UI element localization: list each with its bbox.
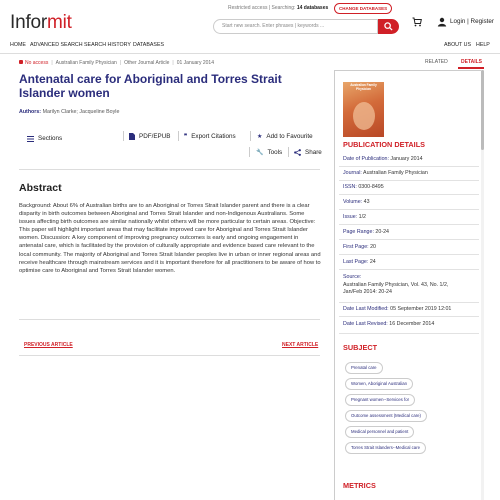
subject-chip[interactable]: Prenatal care: [345, 362, 383, 374]
active-tab-indicator: [458, 67, 484, 69]
share-button[interactable]: [294, 149, 322, 156]
article-meta: No access | Australian Family Physician | Other Journal Article | 01 January 2014: [19, 60, 214, 66]
no-access-label: No access: [25, 60, 49, 66]
search-input[interactable]: Start new search. Enter phrases | keywords ...: [213, 19, 378, 34]
source-line-2: Jan/Feb 2014: 20-24: [343, 289, 392, 295]
top-navigation: [0, 38, 500, 54]
add-to-favourite-label: Add to Favourite: [266, 133, 313, 140]
informit-logo[interactable]: [10, 12, 72, 34]
add-to-favourite-button[interactable]: [257, 133, 313, 140]
metrics-heading: METRICS: [343, 481, 376, 490]
sections-label: Sections: [38, 135, 63, 142]
tab-related[interactable]: RELATED: [425, 59, 448, 65]
detail-issn: ISSN: 0300-8495: [343, 184, 384, 190]
nav-databases[interactable]: DATABASES: [133, 42, 165, 48]
panel-scrollbar-thumb[interactable]: [481, 70, 484, 150]
share-label: Share: [305, 149, 322, 156]
detail-first-page: First Page: 20: [343, 244, 377, 250]
detail-issue: Issue: 1/2: [343, 214, 366, 220]
logo-part-2: mit: [47, 12, 72, 33]
nav-advanced-search[interactable]: ADVANCED SEARCH: [30, 42, 83, 48]
subject-chip[interactable]: Outcome assessment (Medical care): [345, 410, 427, 422]
cover-title: Australian Family Physician: [350, 83, 377, 91]
source-label: Source:: [343, 274, 362, 280]
document-icon: [129, 133, 135, 140]
article-title: Antenatal care for Aboriginal and Torres Strait Islander women: [19, 72, 282, 100]
access-status: [228, 5, 328, 11]
detail-journal: Journal: Australian Family Physician: [343, 170, 428, 176]
detail-source: [343, 274, 448, 297]
nav-about-us[interactable]: ABOUT US: [444, 42, 471, 48]
wrench-icon: 🔧: [256, 150, 264, 156]
cart-icon[interactable]: [412, 17, 422, 27]
previous-article-link[interactable]: PREVIOUS ARTICLE: [24, 342, 73, 348]
article-type: Other Journal Article: [124, 60, 170, 66]
database-count: 14 databases: [296, 5, 329, 11]
authors-names[interactable]: Marilyn Clarke; Jacqueline Boyle: [42, 109, 120, 115]
pdf-epub-label: PDF/EPUB: [139, 133, 171, 140]
change-databases-button[interactable]: CHANGE DATABASES: [334, 3, 392, 14]
detail-last-modified: Date Last Modified: 05 September 2019 12:01: [343, 306, 452, 312]
subject-chip[interactable]: Women, Aboriginal Australian: [345, 378, 413, 390]
abstract-heading: Abstract: [19, 182, 62, 194]
pdf-epub-button[interactable]: [129, 133, 171, 140]
subject-chip[interactable]: Pregnant women--Services for: [345, 394, 415, 406]
detail-page-range: Page Range: 20-24: [343, 229, 389, 235]
publication-details-heading: PUBLICATION DETAILS: [343, 140, 426, 149]
login-register-link[interactable]: Login | Register: [450, 18, 494, 25]
divider: [19, 319, 320, 320]
detail-date-of-publication: Date of Publication: January 2014: [343, 156, 423, 162]
export-citations-button[interactable]: [184, 133, 236, 140]
article-date: 01 January 2014: [176, 60, 214, 66]
source-line-1: Australian Family Physician, Vol. 43, No. 1/2,: [343, 281, 449, 288]
abstract-text: Background: About 6% of Australian births are to an Aboriginal or Torres Strait Islander parent and there is a clear disparity in birth outcomes between Aboriginal and Torres Strait Islander and non-Indigenous Australians. Some issues affecting birth outcomes are similar nationally whilst others will be more particular to certain areas. Objective: This paper will highlight important areas that may facilitate improved care for Aboriginal and Torres Strait Islander women. Discussion: A key component of improving pregnancy outcomes is early and ongoing engagement in antenatal care, which is facilitated by the provision of culturally appropriate and evidence based care relevant to the local community. The majority of Aboriginal and Torres Strait Islander peoples live in urban or inner regional areas and receive healthcare through mainstream services and it is important therefore for all practitioners to be aware of how to optimise care to Aboriginal and Torres Strait Islander women.: [19, 203, 321, 274]
subject-heading: SUBJECT: [343, 343, 378, 352]
journal-cover-image: [343, 82, 384, 137]
search-icon: [384, 22, 393, 31]
journal-link[interactable]: Australian Family Physician: [55, 60, 117, 66]
tools-button[interactable]: [256, 149, 282, 156]
logo-part-1: Infor: [10, 12, 48, 33]
subject-chip[interactable]: Torres Strait Islanders--Medical care: [345, 442, 426, 454]
nav-home[interactable]: HOME: [10, 42, 26, 48]
quote-icon: ❞: [184, 134, 188, 140]
tab-details[interactable]: DETAILS: [461, 59, 483, 65]
search-button[interactable]: [378, 19, 399, 34]
detail-last-page: Last Page: 24: [343, 259, 376, 265]
subject-chip[interactable]: Medical personnel and patient: [345, 426, 414, 438]
authors: [19, 109, 119, 115]
nav-help[interactable]: HELP: [476, 42, 490, 48]
star-icon: ★: [257, 134, 263, 140]
access-prefix: Restricted access | Searching:: [228, 5, 296, 11]
next-article-link[interactable]: NEXT ARTICLE: [282, 342, 319, 348]
tools-label: Tools: [267, 149, 283, 156]
nav-search-history[interactable]: SEARCH HISTORY: [84, 42, 131, 48]
authors-label: Authors:: [19, 109, 42, 115]
detail-last-revised: Date Last Revised: 16 December 2014: [343, 321, 435, 327]
user-icon: [437, 17, 447, 27]
share-icon: [294, 149, 301, 156]
export-citations-label: Export Citations: [191, 133, 236, 140]
list-icon: [27, 136, 34, 142]
lock-icon: [19, 60, 23, 64]
divider: [19, 169, 320, 170]
sections-button[interactable]: [27, 135, 62, 142]
divider: [19, 355, 320, 356]
detail-volume: Volume: 43: [343, 199, 370, 205]
